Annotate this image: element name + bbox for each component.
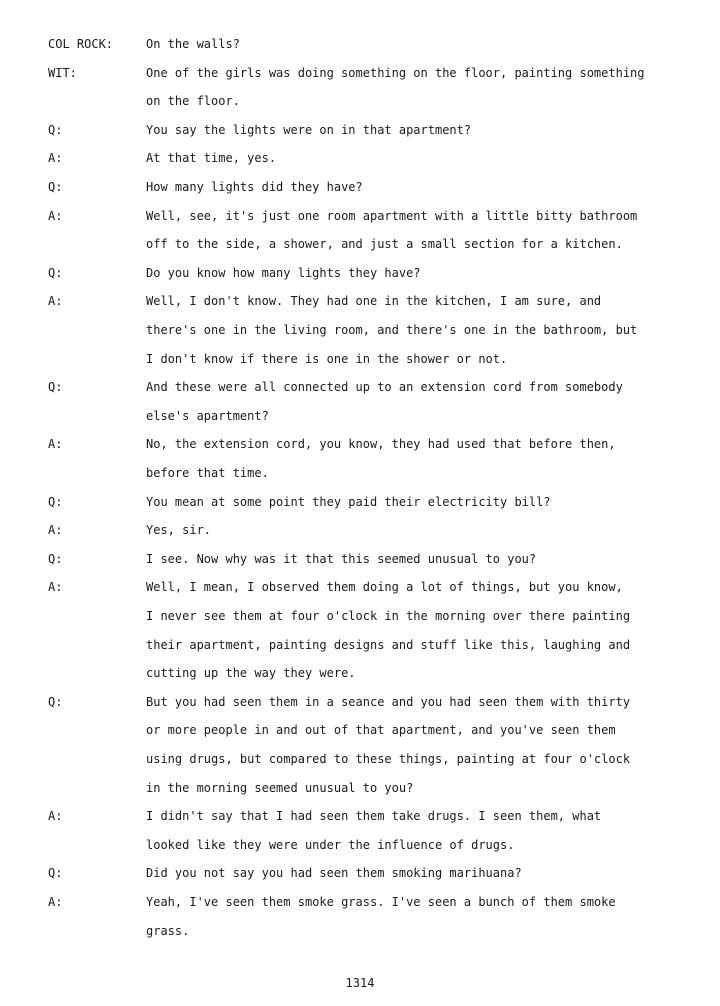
testimony-text xyxy=(146,144,666,173)
testimony-line: Do you know how many lights they have? xyxy=(146,265,421,280)
speaker-label: Q: xyxy=(48,380,63,395)
testimony-line: using drugs, but compared to these things, painting at four o'clock xyxy=(146,751,631,766)
testimony-line: Did you not say you had seen them smoking marihuana? xyxy=(146,866,522,881)
testimony-line: Well, I don't know. They had one in the kitchen, I am sure, and xyxy=(146,294,602,309)
testimony-line: But you had seen them in a seance and you had seen them with thirty xyxy=(146,694,631,709)
speaker-label: A: xyxy=(48,294,63,309)
speaker-label: Q: xyxy=(48,694,63,709)
testimony-text xyxy=(146,859,666,888)
testimony-text xyxy=(146,287,666,373)
speaker-label: A: xyxy=(48,151,63,166)
testimony-line: else's apartment? xyxy=(146,408,269,423)
speaker-label: Q: xyxy=(48,494,63,509)
testimony-line: on the floor. xyxy=(146,94,240,109)
testimony-line: cutting up the way they were. xyxy=(146,666,356,681)
speaker-label: Q: xyxy=(48,265,63,280)
testimony-line: looked like they were under the influence of drugs. xyxy=(146,837,515,852)
speaker-label: Q: xyxy=(48,551,63,566)
testimony-line: I see. Now why was it that this seemed unusual to you? xyxy=(146,551,537,566)
testimony-line: No, the extension cord, you know, they had used that before then, xyxy=(146,437,616,452)
testimony-text xyxy=(146,373,666,430)
testimony-line: At that time, yes. xyxy=(146,151,277,166)
testimony-line: On the walls? xyxy=(146,37,240,51)
testimony-line: Yeah, I've seen them smoke grass. I've seen a bunch of them smoke xyxy=(146,895,616,909)
speaker-label: A: xyxy=(48,809,63,824)
testimony-line: grass. xyxy=(146,923,190,938)
speaker-label: A: xyxy=(48,895,63,909)
testimony-line: or more people in and out of that apartment, and you've seen them xyxy=(146,723,616,738)
testimony-text xyxy=(146,688,666,802)
testimony-text xyxy=(146,516,666,545)
speaker-label: Q: xyxy=(48,866,63,881)
testimony-line: before that time. xyxy=(146,465,269,480)
testimony-line: Yes, sir. xyxy=(146,523,212,538)
testimony-line: How many lights did they have? xyxy=(146,180,363,194)
testimony-line: I never see them at four o'clock in the morning over there painting xyxy=(146,608,631,623)
testimony-text xyxy=(146,116,666,145)
testimony-text xyxy=(146,573,666,687)
testimony-text xyxy=(146,430,666,487)
speaker-label: COL ROCK: xyxy=(48,37,114,51)
speaker-label: Q: xyxy=(48,122,63,137)
page-number: 1314 xyxy=(345,976,375,990)
testimony-line: I don't know if there is one in the shower or not. xyxy=(146,351,508,366)
speaker-label: Q: xyxy=(48,180,63,194)
testimony-text xyxy=(146,888,666,945)
testimony-text xyxy=(146,202,666,259)
testimony-text xyxy=(146,802,666,859)
testimony-text xyxy=(146,488,666,517)
testimony-line: off to the side, a shower, and just a small section for a kitchen. xyxy=(146,237,623,252)
testimony-text xyxy=(146,173,666,202)
testimony-text xyxy=(146,545,666,574)
speaker-label: WIT: xyxy=(48,65,77,80)
testimony-text xyxy=(146,59,666,116)
testimony-text xyxy=(146,30,666,59)
testimony-text xyxy=(146,259,666,288)
testimony-line: You mean at some point they paid their electricity bill? xyxy=(146,494,551,509)
testimony-line: One of the girls was doing something on the floor, painting something xyxy=(146,65,645,80)
testimony-line: Well, I mean, I observed them doing a lot of things, but you know, xyxy=(146,580,623,595)
testimony-line: I didn't say that I had seen them take drugs. I seen them, what xyxy=(146,809,602,824)
testimony-line: their apartment, painting designs and stuff like this, laughing and xyxy=(146,637,631,652)
speaker-label: A: xyxy=(48,437,63,452)
testimony-line: And these were all connected up to an extension cord from somebody xyxy=(146,380,623,395)
speaker-label: A: xyxy=(48,580,63,595)
testimony-line: Well, see, it's just one room apartment with a little bitty bathroom xyxy=(146,208,638,223)
speaker-label: A: xyxy=(48,208,63,223)
speaker-label: A: xyxy=(48,523,63,538)
testimony-line: You say the lights were on in that apartment? xyxy=(146,122,472,137)
testimony-line: there's one in the living room, and there's one in the bathroom, but xyxy=(146,322,638,337)
testimony-line: in the morning seemed unusual to you? xyxy=(146,780,414,795)
